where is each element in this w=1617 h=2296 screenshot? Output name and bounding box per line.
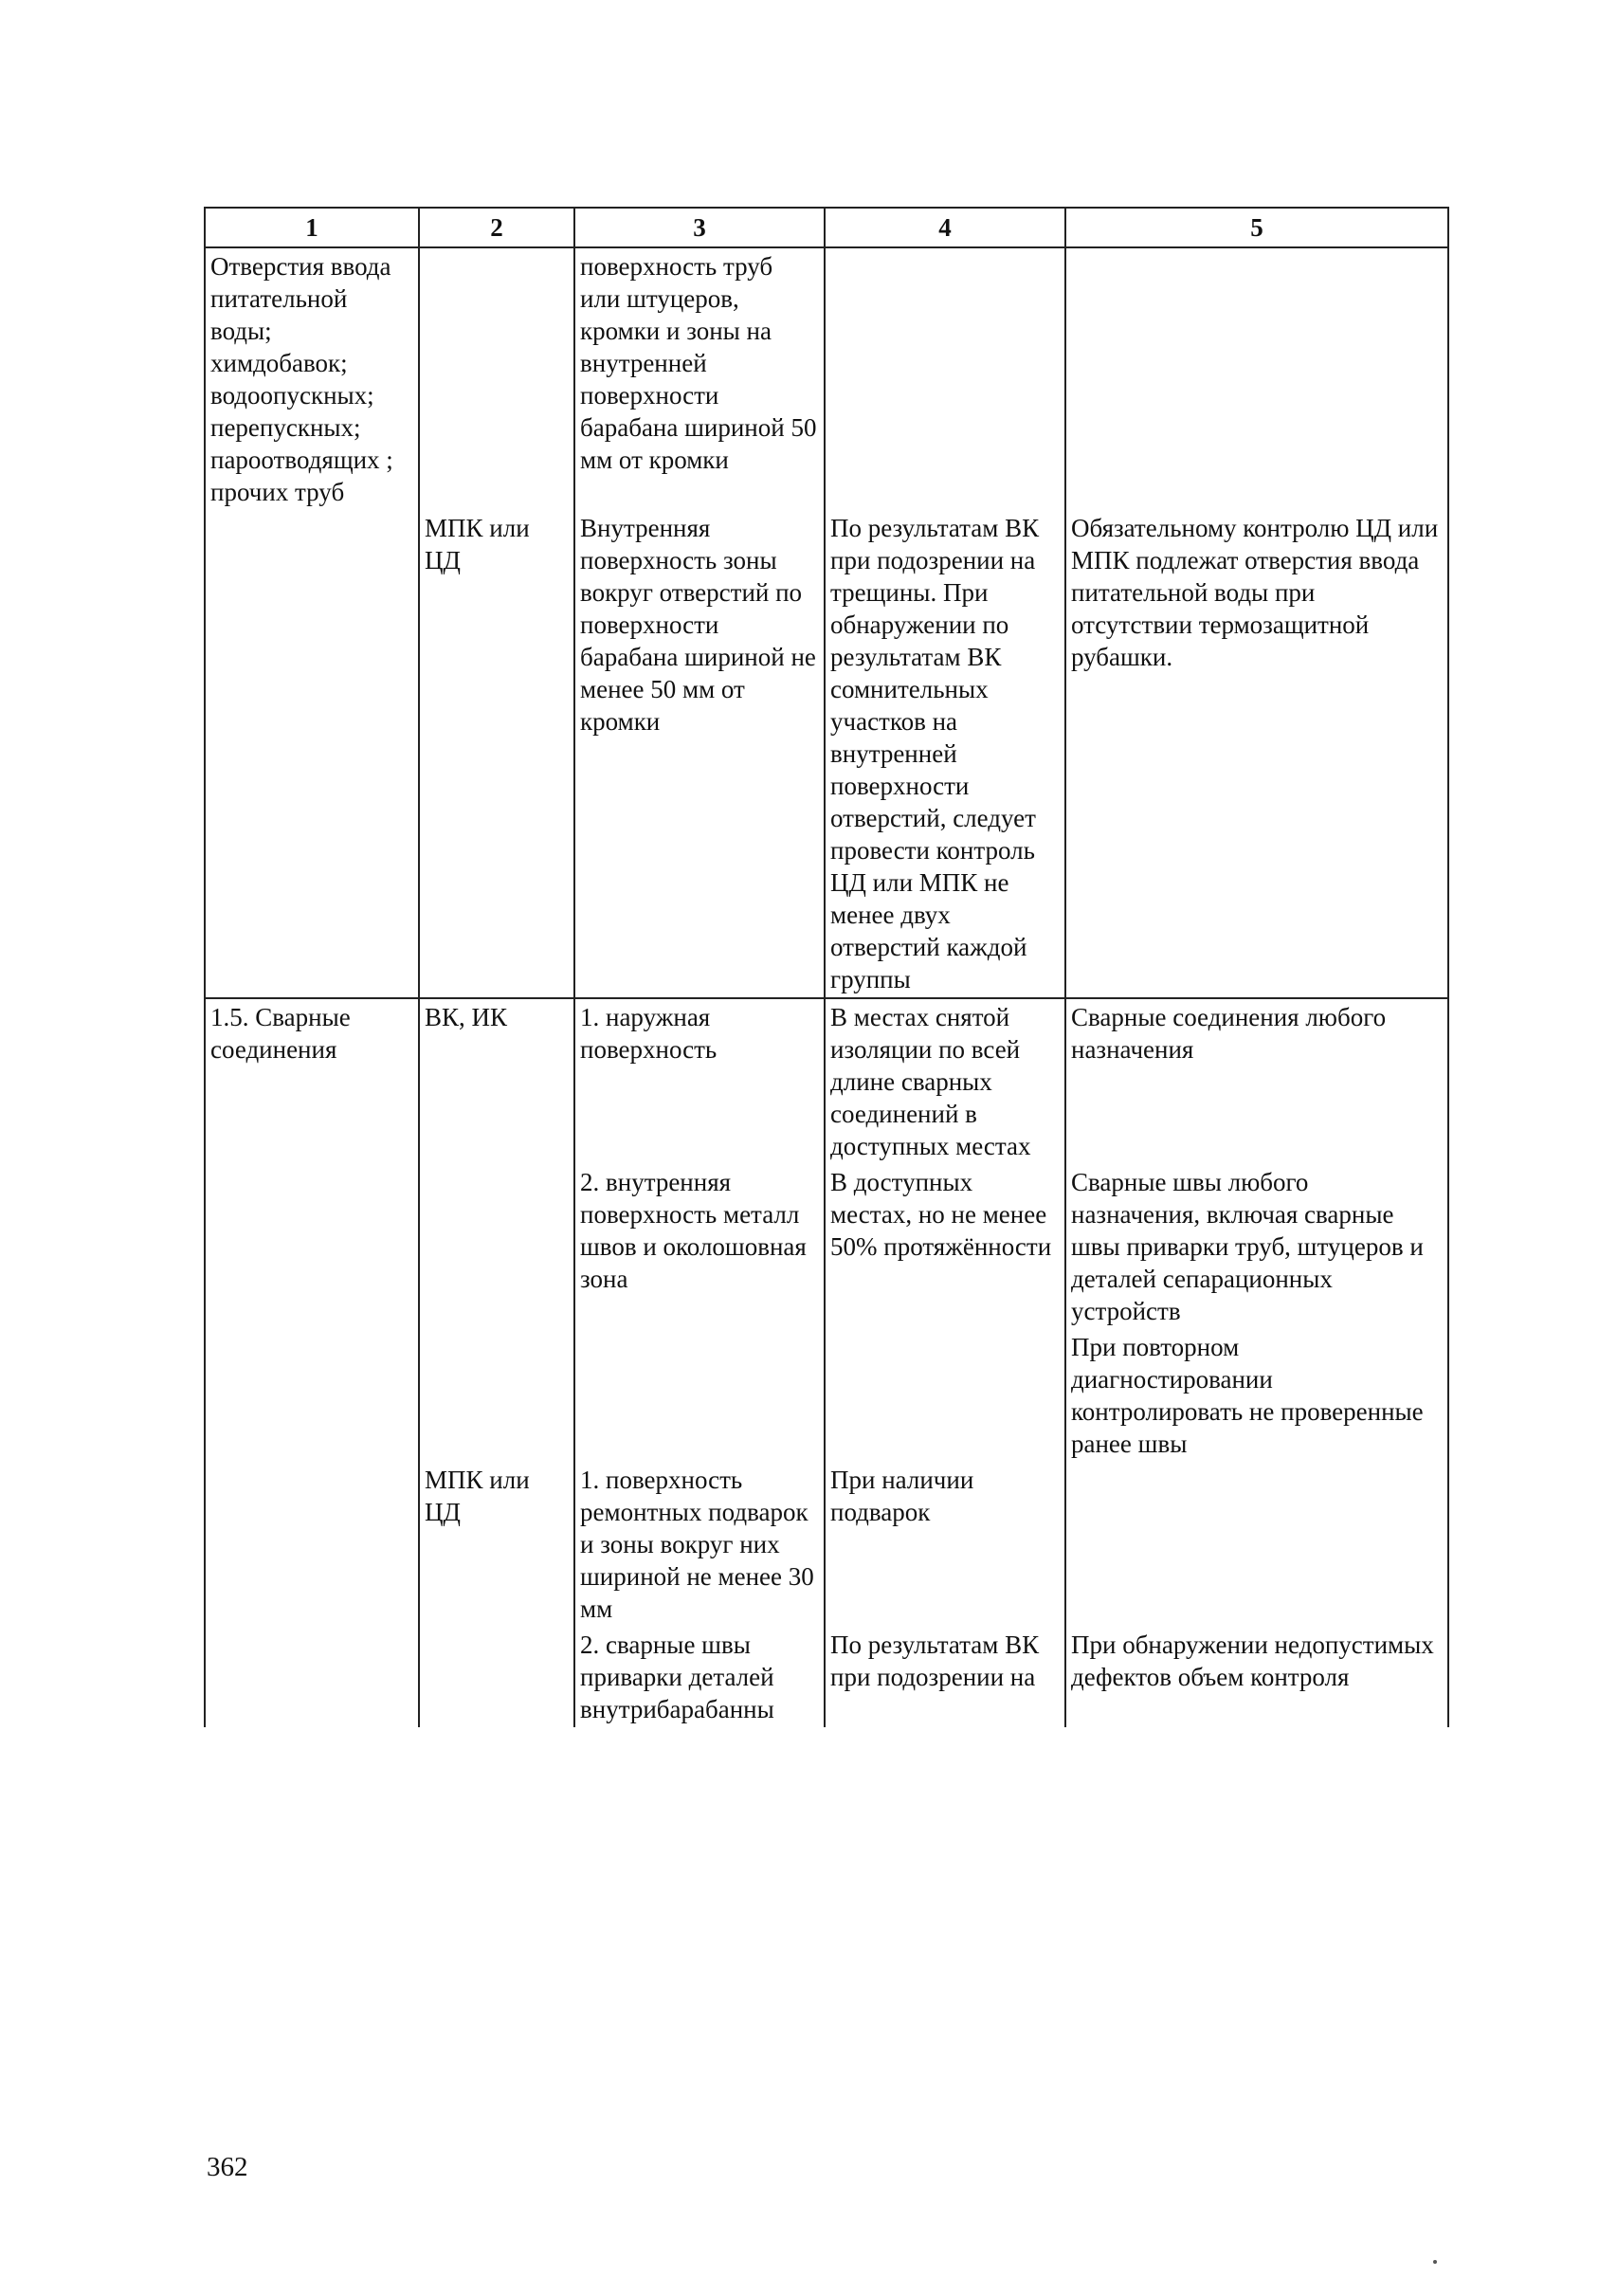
table-row [205, 1627, 1448, 1727]
cell-method [419, 247, 574, 510]
header-col-4: 4 [825, 208, 1065, 247]
cell-object: 1.5. Сварные соединения [205, 998, 419, 1164]
cell-scope [825, 1329, 1065, 1462]
cell-note: Сварные швы любого назначения, включая сварные швы приварки труб, штуцеров и деталей сепарационных устройств [1065, 1164, 1448, 1329]
cell-zone [574, 1329, 825, 1462]
cell-zone: 2. внутренняя поверхность металл швов и околошовная зона [574, 1164, 825, 1329]
inspection-table [204, 207, 1449, 1727]
cell-object [205, 1164, 419, 1329]
cell-note [1065, 1462, 1448, 1627]
cell-scope: По результатам ВК при подозрении на трещины. При обнаружении по результатам ВК сомнительных участков на внутренней поверхности отверстий, следует провести контроль ЦД или МПК не менее двух отверстий каждой группы [825, 510, 1065, 998]
page-number: 362 [207, 2152, 248, 2182]
cell-scope: При наличии подварок [825, 1462, 1065, 1627]
scan-speck [1433, 2260, 1437, 2264]
cell-scope [825, 247, 1065, 510]
cell-object [205, 1329, 419, 1462]
cell-zone: Внутренняя поверхность зоны вокруг отверстий по поверхности барабана шириной не менее 50 мм от кромки [574, 510, 825, 998]
cell-method [419, 1329, 574, 1462]
cell-object [205, 510, 419, 998]
cell-scope: В доступных местах, но не менее 50% протяжённости [825, 1164, 1065, 1329]
cell-method: МПК или ЦД [419, 510, 574, 998]
table-row [205, 1164, 1448, 1329]
cell-object: Отверстия ввода питательной воды; химдобавок; водоопускных; перепускных; пароотводящих ; прочих труб [205, 247, 419, 510]
header-col-1: 1 [205, 208, 419, 247]
table-row [205, 247, 1448, 510]
cell-note: При обнаружении недопустимых дефектов объем контроля [1065, 1627, 1448, 1727]
cell-zone: 1. наружная поверхность [574, 998, 825, 1164]
cell-method: ВК, ИК [419, 998, 574, 1164]
table-row [205, 510, 1448, 998]
cell-object [205, 1627, 419, 1727]
cell-note: Обязательному контролю ЦД или МПК подлежат отверстия ввода питательной воды при отсутствии термозащитной рубашки. [1065, 510, 1448, 998]
cell-note: При повторном диагностировании контролировать не проверенные ранее швы [1065, 1329, 1448, 1462]
cell-zone: 1. поверхность ремонтных подварок и зоны вокруг них шириной не менее 30 мм [574, 1462, 825, 1627]
header-col-5: 5 [1065, 208, 1448, 247]
cell-method [419, 1627, 574, 1727]
cell-zone: 2. сварные швы приварки деталей внутрибарабанны [574, 1627, 825, 1727]
cell-method: МПК или ЦД [419, 1462, 574, 1627]
cell-note: Сварные соединения любого назначения [1065, 998, 1448, 1164]
table-header-row [205, 208, 1448, 247]
header-col-3: 3 [574, 208, 825, 247]
cell-method [419, 1164, 574, 1329]
table-row [205, 1462, 1448, 1627]
cell-zone: поверхность труб или штуцеров, кромки и зоны на внутренней поверхности барабана шириной 50 мм от кромки [574, 247, 825, 510]
cell-scope: В местах снятой изоляции по всей длине сварных соединений в доступных местах [825, 998, 1065, 1164]
table-row [205, 998, 1448, 1164]
cell-object [205, 1462, 419, 1627]
cell-note [1065, 247, 1448, 510]
cell-scope: По результатам ВК при подозрении на [825, 1627, 1065, 1727]
header-col-2: 2 [419, 208, 574, 247]
table-row [205, 1329, 1448, 1462]
